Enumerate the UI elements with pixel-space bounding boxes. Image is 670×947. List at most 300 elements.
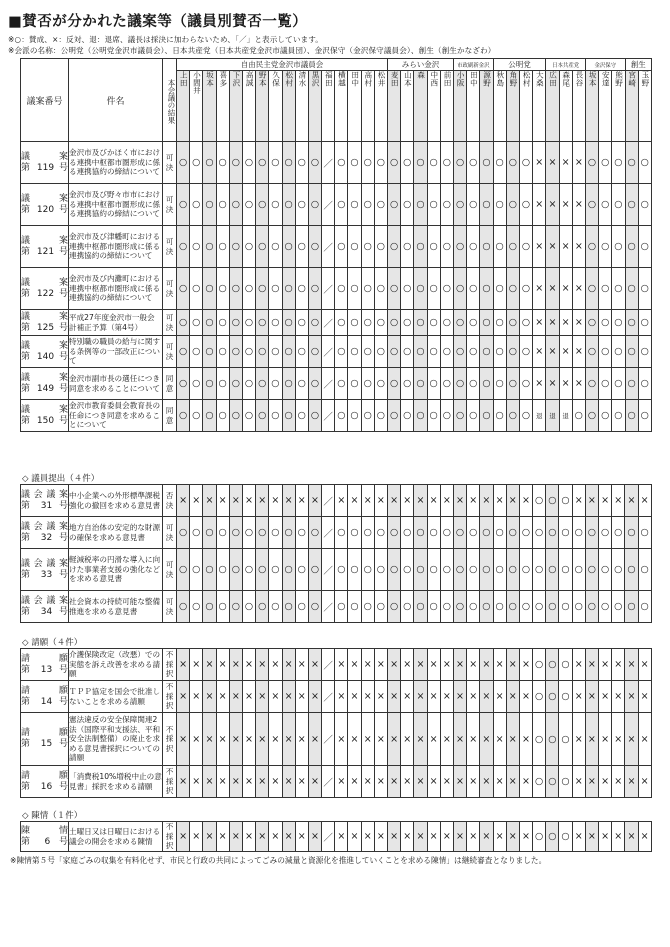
vote-cell: × — [453, 822, 466, 852]
vote-cell: ○ — [519, 336, 532, 368]
vote-cell: × — [506, 649, 519, 681]
vote-cell: ○ — [177, 400, 190, 432]
vote-cell: ○ — [599, 368, 612, 400]
vote-cell: × — [533, 368, 546, 400]
vote-cell: ○ — [177, 517, 190, 549]
bill-result: 可決 — [163, 268, 177, 310]
vote-cell: ○ — [533, 549, 546, 591]
bill-row — [21, 517, 652, 549]
legend-note: ※○：賛成、×：反対、退：退席、議長は採決に加わらないため、「／」と表示しています。 — [8, 35, 323, 44]
vote-cell: ○ — [625, 400, 638, 432]
vote-cell: × — [519, 766, 532, 798]
vote-cell: ○ — [203, 517, 216, 549]
vote-cell: ○ — [638, 226, 651, 268]
vote-cell: × — [585, 649, 598, 681]
appeals-table — [20, 821, 652, 852]
vote-cell: × — [638, 485, 651, 517]
bill-row — [21, 591, 652, 623]
vote-cell: ○ — [533, 681, 546, 713]
member-name: 上田 — [177, 71, 190, 142]
vote-cell: ○ — [493, 368, 506, 400]
vote-cell: ○ — [256, 336, 269, 368]
faction-header: 市政刷新金沢 — [454, 59, 494, 71]
vote-cell: ○ — [427, 400, 440, 432]
vote-cell: × — [612, 485, 625, 517]
vote-cell: × — [585, 822, 598, 852]
vote-cell: ○ — [203, 142, 216, 184]
vote-cell: × — [335, 681, 348, 713]
vote-cell: × — [401, 649, 414, 681]
vote-cell: ○ — [440, 226, 453, 268]
vote-cell: × — [440, 766, 453, 798]
vote-cell: × — [374, 485, 387, 517]
vote-cell: ○ — [467, 184, 480, 226]
vote-cell: × — [282, 822, 295, 852]
vote-cell: × — [625, 681, 638, 713]
vote-cell: ○ — [282, 591, 295, 623]
vote-cell: ○ — [519, 142, 532, 184]
vote-cell: ○ — [282, 310, 295, 336]
member-name: 麦田 — [388, 71, 401, 142]
vote-cell: × — [216, 681, 229, 713]
vote-cell: ○ — [374, 310, 387, 336]
vote-cell: × — [308, 681, 321, 713]
vote-cell: ○ — [559, 517, 572, 549]
vote-cell: ○ — [480, 268, 493, 310]
vote-cell: ○ — [467, 549, 480, 591]
vote-cell: ／ — [322, 184, 335, 226]
vote-cell: ○ — [348, 400, 361, 432]
vote-cell: ○ — [401, 591, 414, 623]
vote-cell: ○ — [480, 310, 493, 336]
member-name: 松井 — [374, 71, 387, 142]
vote-cell: ○ — [348, 142, 361, 184]
vote-cell: ○ — [480, 549, 493, 591]
faction-header: 自由民主党金沢市議員会 — [177, 59, 388, 71]
vote-cell: × — [506, 822, 519, 852]
vote-cell: ○ — [335, 368, 348, 400]
vote-cell: ○ — [440, 336, 453, 368]
vote-cell: × — [388, 713, 401, 766]
vote-cell: ○ — [506, 226, 519, 268]
vote-cell: × — [559, 310, 572, 336]
vote-cell: ○ — [256, 368, 269, 400]
vote-cell: ○ — [388, 184, 401, 226]
vote-cell: ○ — [388, 310, 401, 336]
vote-cell: ○ — [203, 310, 216, 336]
bill-number: 請 願 第 16 号 — [21, 766, 69, 798]
vote-cell: ○ — [361, 184, 374, 226]
vote-cell: × — [295, 681, 308, 713]
vote-cell: ○ — [229, 517, 242, 549]
member-name: 田中 — [348, 71, 361, 142]
section-proposals: ◇ 議員提出（４件） — [22, 474, 100, 484]
vote-cell: ○ — [546, 485, 559, 517]
vote-cell: ○ — [388, 368, 401, 400]
vote-cell: ○ — [203, 184, 216, 226]
footnote: ※陳情第５号「家庭ごみの収集を有料化せず、市民と行政の共同によってごみの減量と資源化を推進していくことを求める陳情」は継続審査となりました。 — [10, 856, 547, 865]
vote-cell: × — [269, 766, 282, 798]
bill-title: 中小企業への外形標準課税強化の撤回を求める意見書 — [69, 485, 163, 517]
vote-cell: × — [493, 649, 506, 681]
vote-cell: ○ — [295, 226, 308, 268]
vote-cell: × — [572, 713, 585, 766]
vote-cell: ○ — [216, 517, 229, 549]
vote-cell: ○ — [348, 336, 361, 368]
vote-cell: × — [440, 681, 453, 713]
vote-cell: × — [599, 681, 612, 713]
vote-cell: ○ — [229, 591, 242, 623]
member-name: 宮崎 — [625, 71, 638, 142]
vote-cell: × — [256, 485, 269, 517]
vote-cell: ○ — [282, 184, 295, 226]
vote-cell: ○ — [506, 268, 519, 310]
vote-cell: ○ — [374, 226, 387, 268]
vote-cell: × — [190, 485, 203, 517]
member-name: 小阪 — [454, 71, 467, 142]
vote-cell: ○ — [295, 549, 308, 591]
vote-cell: ○ — [308, 310, 321, 336]
vote-cell: ○ — [256, 226, 269, 268]
vote-cell: × — [242, 766, 255, 798]
bill-row — [21, 766, 652, 798]
vote-cell: ○ — [401, 268, 414, 310]
vote-cell: ○ — [467, 400, 480, 432]
vote-cell: × — [374, 713, 387, 766]
vote-cell: ○ — [282, 142, 295, 184]
bill-result: 同意 — [163, 400, 177, 432]
vote-cell: ○ — [269, 549, 282, 591]
vote-cell: ○ — [361, 517, 374, 549]
vote-cell: ○ — [638, 184, 651, 226]
vote-cell: ○ — [269, 368, 282, 400]
vote-cell: ／ — [322, 713, 335, 766]
bill-row — [21, 649, 652, 681]
bill-result: 可決 — [163, 310, 177, 336]
vote-cell: ○ — [493, 336, 506, 368]
vote-cell: ○ — [216, 549, 229, 591]
bill-title: 地方自治体の安定的な財源の確保を求める意見書 — [69, 517, 163, 549]
vote-cell: × — [480, 822, 493, 852]
vote-cell: × — [585, 713, 598, 766]
member-name: 森 — [414, 71, 427, 142]
vote-cell: × — [533, 226, 546, 268]
vote-cell: ○ — [625, 336, 638, 368]
vote-cell: ○ — [427, 591, 440, 623]
faction-header: 金沢保守 — [585, 59, 625, 71]
vote-cell: × — [533, 184, 546, 226]
vote-cell: × — [625, 822, 638, 852]
vote-cell: ○ — [467, 310, 480, 336]
bill-number: 議会議案 第 32 号 — [21, 517, 69, 549]
vote-cell: × — [440, 649, 453, 681]
vote-cell: ○ — [229, 400, 242, 432]
vote-cell: × — [295, 713, 308, 766]
vote-cell: ○ — [546, 591, 559, 623]
vote-cell: ○ — [585, 226, 598, 268]
vote-cell: ○ — [453, 591, 466, 623]
bill-row — [21, 268, 652, 310]
vote-cell: ○ — [599, 184, 612, 226]
vote-cell: × — [190, 766, 203, 798]
member-name: 松村 — [519, 71, 532, 142]
vote-cell: ○ — [467, 142, 480, 184]
bill-row — [21, 142, 652, 184]
vote-cell: ○ — [572, 591, 585, 623]
vote-cell: ○ — [546, 517, 559, 549]
vote-cell: ○ — [625, 591, 638, 623]
vote-cell: ○ — [401, 184, 414, 226]
vote-cell: ○ — [638, 310, 651, 336]
vote-cell: ○ — [599, 400, 612, 432]
vote-cell: × — [177, 822, 190, 852]
vote-cell: ○ — [335, 549, 348, 591]
member-name: 山本 — [401, 71, 414, 142]
vote-cell: ○ — [256, 268, 269, 310]
vote-cell: × — [638, 649, 651, 681]
bill-title: 金沢市副市長の選任につき同意を求めることについて — [69, 368, 163, 400]
vote-cell: × — [506, 766, 519, 798]
vote-cell: × — [335, 713, 348, 766]
vote-cell: × — [256, 822, 269, 852]
bill-result: 否決 — [163, 485, 177, 517]
bill-title: 金沢市及び津幡町における連携中枢都市圏形成に係る連携協約の締結について — [69, 226, 163, 268]
bill-number: 議 案 第 122 号 — [21, 268, 69, 310]
vote-cell: ○ — [216, 310, 229, 336]
vote-cell: ○ — [335, 400, 348, 432]
vote-cell: × — [453, 766, 466, 798]
vote-cell: × — [572, 649, 585, 681]
vote-cell: × — [295, 485, 308, 517]
vote-cell: × — [414, 681, 427, 713]
vote-cell: ○ — [269, 400, 282, 432]
vote-cell: ○ — [190, 368, 203, 400]
vote-cell: × — [269, 485, 282, 517]
vote-cell: ○ — [533, 766, 546, 798]
member-name: 松村 — [282, 71, 295, 142]
member-name: 横越 — [335, 71, 348, 142]
vote-cell: × — [559, 142, 572, 184]
vote-cell: ○ — [177, 591, 190, 623]
vote-cell: ○ — [190, 400, 203, 432]
vote-cell: × — [401, 822, 414, 852]
vote-cell: ○ — [454, 184, 467, 226]
vote-cell: ○ — [559, 591, 572, 623]
page-title: ■賛否が分かれた議案等（議員別賛否一覧） — [8, 14, 308, 30]
vote-cell: ○ — [388, 400, 401, 432]
vote-cell: × — [453, 681, 466, 713]
vote-cell: ○ — [519, 517, 532, 549]
vote-cell: ○ — [612, 226, 625, 268]
vote-cell: × — [335, 822, 348, 852]
vote-cell: ○ — [506, 400, 519, 432]
vote-cell: × — [572, 822, 585, 852]
vote-cell: × — [585, 681, 598, 713]
vote-cell: × — [427, 766, 440, 798]
vote-cell: × — [519, 649, 532, 681]
vote-cell: × — [572, 766, 585, 798]
member-name: 黒沢 — [308, 71, 321, 142]
vote-cell: × — [388, 485, 401, 517]
vote-cell: ○ — [414, 184, 427, 226]
vote-cell: × — [599, 485, 612, 517]
bill-result: 不採択 — [163, 681, 177, 713]
vote-cell: ○ — [427, 336, 440, 368]
vote-cell: ○ — [229, 549, 242, 591]
vote-cell: ○ — [282, 549, 295, 591]
vote-cell: × — [572, 485, 585, 517]
vote-cell: ○ — [190, 310, 203, 336]
vote-cell: × — [361, 485, 374, 517]
vote-cell: ○ — [269, 336, 282, 368]
vote-cell: ○ — [229, 142, 242, 184]
vote-cell: ○ — [229, 336, 242, 368]
vote-cell: × — [374, 681, 387, 713]
vote-cell: ○ — [427, 549, 440, 591]
vote-cell: ○ — [229, 184, 242, 226]
vote-cell: ○ — [216, 368, 229, 400]
vote-cell: ○ — [388, 517, 401, 549]
vote-cell: ○ — [427, 368, 440, 400]
vote-cell: ○ — [361, 226, 374, 268]
vote-cell: ○ — [612, 549, 625, 591]
vote-cell: × — [295, 822, 308, 852]
vote-cell: × — [519, 713, 532, 766]
vote-cell: × — [216, 649, 229, 681]
bill-number: 議 案 第 150 号 — [21, 400, 69, 432]
member-name: 清水 — [295, 71, 308, 142]
vote-cell: × — [361, 822, 374, 852]
vote-cell: ○ — [242, 336, 255, 368]
vote-cell: ○ — [625, 184, 638, 226]
vote-cell: ○ — [401, 226, 414, 268]
vote-cell: × — [572, 681, 585, 713]
vote-cell: ○ — [585, 549, 598, 591]
vote-cell: ○ — [190, 142, 203, 184]
vote-cell: ○ — [361, 142, 374, 184]
vote-cell: ○ — [467, 517, 480, 549]
vote-cell: ○ — [625, 310, 638, 336]
vote-cell: × — [533, 142, 546, 184]
vote-cell: × — [453, 485, 466, 517]
vote-cell: ○ — [190, 268, 203, 310]
vote-cell: ○ — [414, 517, 427, 549]
bill-title: ＴＰＰ協定を国会で批准しないことを求める請願 — [69, 681, 163, 713]
vote-cell: ○ — [612, 336, 625, 368]
bill-title: 介護保険改定（改悪）での実態を訴え改善を求める請願 — [69, 649, 163, 681]
vote-cell: ○ — [467, 336, 480, 368]
vote-cell: ○ — [414, 226, 427, 268]
vote-cell: ○ — [585, 268, 598, 310]
vote-cell: ○ — [374, 549, 387, 591]
vote-cell: ○ — [599, 142, 612, 184]
vote-cell: × — [493, 766, 506, 798]
vote-cell: × — [177, 766, 190, 798]
vote-cell: × — [480, 681, 493, 713]
vote-cell: ○ — [546, 822, 559, 852]
vote-cell: × — [374, 649, 387, 681]
vote-cell: ○ — [401, 336, 414, 368]
vote-cell: ○ — [295, 368, 308, 400]
vote-cell: ○ — [256, 591, 269, 623]
vote-cell: × — [269, 713, 282, 766]
vote-cell: × — [599, 649, 612, 681]
member-name: 田中 — [467, 71, 480, 142]
vote-cell: ○ — [216, 184, 229, 226]
vote-cell: × — [242, 485, 255, 517]
vote-cell: × — [493, 713, 506, 766]
vote-cell: ○ — [453, 549, 466, 591]
vote-cell: ○ — [256, 549, 269, 591]
vote-cell: × — [242, 822, 255, 852]
vote-cell: ○ — [638, 368, 651, 400]
vote-cell: × — [177, 713, 190, 766]
vote-cell: ○ — [585, 142, 598, 184]
vote-cell: ○ — [454, 400, 467, 432]
vote-cell: × — [480, 485, 493, 517]
vote-cell: × — [625, 649, 638, 681]
vote-cell: ○ — [414, 591, 427, 623]
vote-cell: ○ — [177, 310, 190, 336]
vote-cell: × — [203, 649, 216, 681]
vote-cell: ○ — [242, 310, 255, 336]
vote-cell: ○ — [388, 226, 401, 268]
col-header-result: 本会議の結果 — [163, 59, 177, 142]
vote-cell: ○ — [427, 184, 440, 226]
vote-cell: × — [559, 268, 572, 310]
vote-cell: × — [190, 649, 203, 681]
vote-cell: × — [216, 766, 229, 798]
vote-cell: × — [572, 142, 585, 184]
vote-cell: ○ — [177, 184, 190, 226]
member-name: 小間井 — [190, 71, 203, 142]
vote-cell: ／ — [322, 517, 335, 549]
vote-cell: ○ — [625, 268, 638, 310]
vote-cell: × — [388, 681, 401, 713]
bill-row — [21, 368, 652, 400]
vote-cell: ○ — [440, 517, 453, 549]
vote-cell: ○ — [295, 517, 308, 549]
petitions-table — [20, 648, 652, 798]
vote-cell: ○ — [612, 368, 625, 400]
vote-cell: × — [572, 310, 585, 336]
vote-cell: × — [506, 681, 519, 713]
vote-cell: ○ — [638, 517, 651, 549]
vote-cell: ○ — [216, 142, 229, 184]
vote-cell: ○ — [519, 226, 532, 268]
vote-cell: ○ — [467, 368, 480, 400]
bill-number: 議 案 第 149 号 — [21, 368, 69, 400]
vote-cell: × — [506, 713, 519, 766]
vote-cell: ／ — [322, 549, 335, 591]
vote-cell: ○ — [559, 485, 572, 517]
vote-cell: ○ — [242, 268, 255, 310]
vote-cell: × — [440, 822, 453, 852]
vote-cell: × — [308, 822, 321, 852]
bill-title: 憲法違反の安全保障関連2法（国際平和支援法、平和安全法制整備）の廃止を求める意見書採択についての請願 — [69, 713, 163, 766]
vote-cell: × — [401, 681, 414, 713]
vote-cell: × — [308, 649, 321, 681]
vote-cell: × — [269, 681, 282, 713]
vote-cell: × — [427, 713, 440, 766]
vote-cell: ／ — [322, 485, 335, 517]
vote-cell: × — [256, 766, 269, 798]
vote-cell: × — [546, 336, 559, 368]
vote-cell: ○ — [480, 142, 493, 184]
vote-cell: ○ — [401, 142, 414, 184]
vote-cell: × — [625, 485, 638, 517]
vote-cell: × — [559, 336, 572, 368]
